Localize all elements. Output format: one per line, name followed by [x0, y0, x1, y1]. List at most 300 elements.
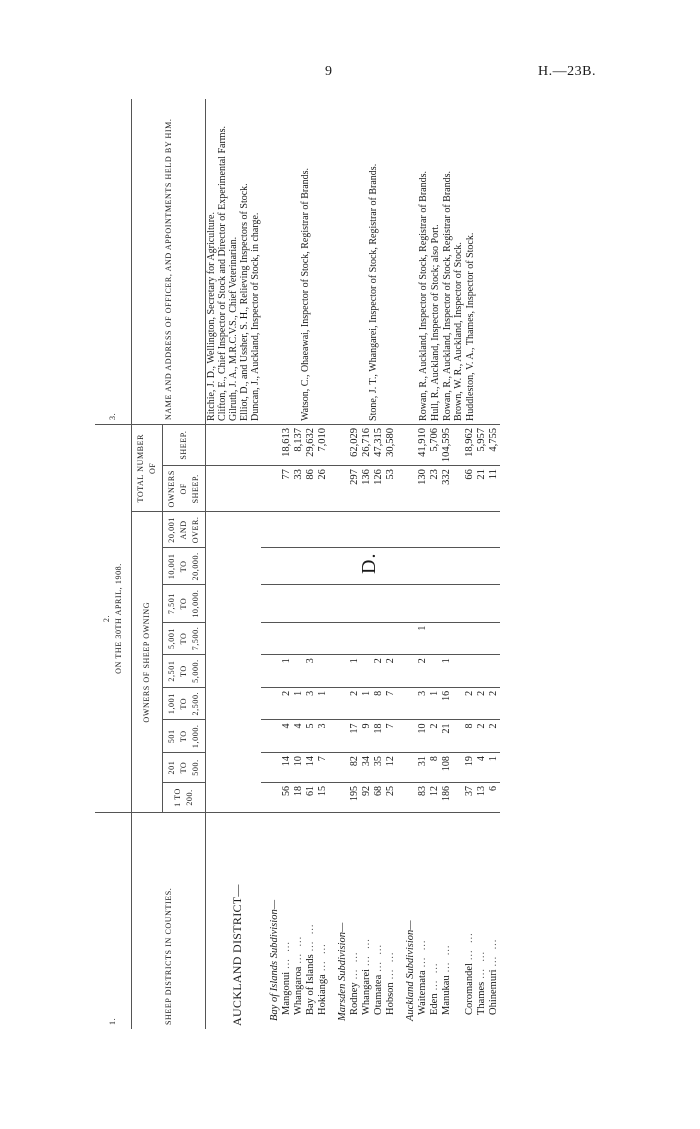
owner-count-cell: 82 [349, 753, 361, 783]
owner-count-cell: 195 [349, 783, 361, 813]
owner-count-cell [317, 548, 329, 585]
county-row [281, 99, 293, 1029]
owner-count-cell [417, 548, 429, 585]
leader-dots: … … [317, 941, 328, 972]
owner-count-cell: 3 [305, 655, 317, 688]
county-row [349, 99, 361, 1029]
owner-count-cell: 2 [476, 720, 488, 753]
owner-count-cell: 14 [305, 753, 317, 783]
empty-cell [269, 783, 281, 813]
empty-cell [405, 512, 417, 548]
owner-count-cell: 1 [361, 687, 373, 720]
officer-cell: Huddleston, V. A., Thames, Inspector of Stock. [464, 232, 476, 421]
owner-count-cell [349, 622, 361, 655]
page-number: 9 [325, 64, 332, 79]
owner-count-cell [476, 585, 488, 622]
owner-count-cell: 1 [293, 687, 305, 720]
county-cell [441, 812, 453, 1029]
owner-count-cell: 3 [317, 720, 329, 753]
owner-count-cell [464, 655, 476, 688]
empty-cell [405, 720, 417, 753]
sheep-total-cell: 7,010 [317, 424, 329, 465]
owner-count-cell [373, 585, 385, 622]
owner-count-cell [361, 512, 373, 548]
subdivision-row [269, 99, 281, 1029]
officer-cell [488, 99, 500, 424]
leader-dots: … … [476, 949, 487, 980]
officer-cell: Rowan, R., Auckland, Inspector of Stock, Registrar of Brands. [417, 171, 429, 421]
owner-count-cell: 83 [417, 783, 429, 813]
owner-count-cell: 1 [429, 687, 441, 720]
owner-count-cell: 8 [373, 687, 385, 720]
owner-count-cell [317, 622, 329, 655]
owners-total-cell: 332 [441, 466, 453, 512]
spacer-row [397, 99, 405, 1029]
owner-count-cell [385, 622, 397, 655]
owner-count-cell [385, 585, 397, 622]
owner-count-cell: 2 [281, 687, 293, 720]
range-heading: 10,001 TO 20,000. [163, 548, 206, 585]
owner-count-cell [361, 655, 373, 688]
owner-count-cell [305, 622, 317, 655]
empty-cell [337, 687, 349, 720]
owner-count-cell: 4 [293, 720, 305, 753]
county-cell [488, 812, 500, 1029]
owner-count-cell [488, 622, 500, 655]
owner-count-cell: 34 [361, 753, 373, 783]
owner-count-cell [361, 548, 373, 585]
empty-cell [337, 783, 349, 813]
county-cell [349, 812, 361, 1029]
officer-cell: Brown, W. R., Auckland, Inspector of Stock. [453, 242, 464, 421]
empty-cell [269, 99, 281, 424]
owner-count-cell [453, 753, 464, 783]
owner-count-cell [417, 512, 429, 548]
owner-count-cell: 68 [373, 783, 385, 813]
empty-cell [337, 622, 349, 655]
owner-count-cell [453, 512, 464, 548]
sheep-total-cell: 41,910 [417, 424, 429, 465]
county-cell [417, 812, 429, 1029]
county-row [453, 99, 464, 1029]
leader-dots: … … [488, 937, 499, 967]
owner-count-cell [305, 585, 317, 622]
leader-dots: … … [385, 950, 396, 980]
sheep-total-cell: 18,613 [281, 424, 293, 465]
owner-count-cell: 2 [488, 687, 500, 720]
empty-cell [269, 720, 281, 753]
leader-dots: … … [281, 939, 292, 970]
county-cell [361, 812, 373, 1029]
district-row [206, 99, 262, 1029]
owner-count-cell: 18 [373, 720, 385, 753]
owner-count-cell [429, 655, 441, 688]
owners-total-cell: 130 [417, 466, 429, 512]
county-row [464, 99, 476, 1029]
owner-count-cell [293, 548, 305, 585]
county-cell [373, 812, 385, 1029]
leader-dots: … … [429, 961, 440, 991]
county-row [476, 99, 488, 1029]
spacer-row [261, 99, 269, 1029]
empty-cell [405, 753, 417, 783]
sheep-total-cell: 62,029 [349, 424, 361, 465]
county-name: Whangaroa [293, 966, 304, 1015]
column-2-number-text: 2. [102, 614, 111, 623]
empty-cell [405, 466, 417, 512]
empty-cell [405, 622, 417, 655]
owner-count-cell [293, 655, 305, 688]
empty-cell [269, 622, 281, 655]
empty-cell [269, 424, 281, 465]
sheep-total-cell: 5,706 [429, 424, 441, 465]
owner-count-cell [453, 687, 464, 720]
officer-line: Duncan, J., Auckland, Inspector of Stock, in charge. [250, 212, 261, 421]
owners-total-cell: 21 [476, 466, 488, 512]
county-row [429, 99, 441, 1029]
owner-count-cell [293, 512, 305, 548]
range-heading: 20,001 AND OVER. [163, 512, 206, 548]
owner-count-cell [464, 512, 476, 548]
owner-count-cell [417, 585, 429, 622]
sheep-total-cell: 104,595 [441, 424, 453, 465]
empty-cell [337, 512, 349, 548]
owner-count-cell [453, 585, 464, 622]
owner-count-cell: 2 [464, 687, 476, 720]
owner-count-cell [429, 512, 441, 548]
owner-count-cell [429, 622, 441, 655]
owner-count-cell: 7 [385, 720, 397, 753]
county-name: Rodney [349, 982, 360, 1015]
sheep-owners-table [95, 99, 500, 1029]
sheep-total-cell: 18,962 [464, 424, 476, 465]
subdivision-name: Auckland Subdivision— [405, 812, 417, 1029]
owner-count-cell: 186 [441, 783, 453, 813]
officer-cell: Rowan, R., Auckland, Inspector of Stock, Registrar of Brands. [441, 171, 453, 421]
column-2-number [95, 424, 132, 812]
owner-count-cell: 18 [293, 783, 305, 813]
owner-count-cell: 37 [464, 783, 476, 813]
sheep-total-cell [453, 424, 464, 465]
column-3-title: NAME AND ADDRESS OF OFFICER, AND APPOINTMENTS HELD BY HIM. [163, 118, 173, 420]
county-name: Manukau [441, 975, 452, 1015]
owner-count-cell [281, 622, 293, 655]
owner-count-cell: 21 [441, 720, 453, 753]
empty-cell [206, 424, 262, 465]
owner-count-cell [349, 548, 361, 585]
leader-dots: … … [305, 922, 316, 952]
empty-cell [337, 99, 349, 424]
owner-count-cell: 1 [441, 655, 453, 688]
owner-count-cell: 17 [349, 720, 361, 753]
owner-count-cell: 15 [317, 783, 329, 813]
sheep-total-cell: 26,716 [361, 424, 373, 465]
owner-count-cell [305, 548, 317, 585]
owner-count-cell: 2 [349, 687, 361, 720]
empty-cells [206, 512, 262, 812]
subdivision-row [405, 99, 417, 1029]
spacer-row [329, 99, 337, 1029]
table-body [206, 99, 501, 1029]
empty-cell [405, 585, 417, 622]
owner-count-cell: 35 [373, 753, 385, 783]
owner-count-cell: 3 [305, 687, 317, 720]
owner-count-cell [373, 622, 385, 655]
owners-total-cell: 136 [361, 466, 373, 512]
county-name: Hokianga [317, 974, 328, 1015]
owner-count-cell: 19 [464, 753, 476, 783]
owner-count-cell [281, 512, 293, 548]
owner-count-cell [488, 548, 500, 585]
owner-count-cell: 3 [417, 687, 429, 720]
range-heading: 201 TO 500. [163, 753, 206, 783]
owner-count-cell: 1 [349, 655, 361, 688]
owner-count-cell [361, 585, 373, 622]
county-name: Hobson [385, 982, 396, 1015]
owner-count-cell [281, 585, 293, 622]
owner-count-cell: 10 [417, 720, 429, 753]
column-number-row [95, 99, 132, 1029]
owner-count-cell [361, 622, 373, 655]
officer-line: Elliot, D., and Ussher, S. H., Relieving Inspectors of Stock. [239, 183, 250, 421]
empty-cell [206, 466, 262, 512]
owners-total-cell: 86 [305, 466, 317, 512]
total-heading: TOTAL NUMBER OF [132, 424, 163, 512]
owners-of-sheep-heading: OWNERS OF SHEEP. [163, 466, 206, 512]
empty-cell [405, 783, 417, 813]
owner-count-cell [441, 622, 453, 655]
owner-count-cell [293, 622, 305, 655]
column-1-number: 1. [95, 812, 132, 1029]
column-3-number: 3. [108, 412, 117, 420]
owner-count-cell: 2 [488, 720, 500, 753]
owner-count-cell [453, 783, 464, 813]
owner-count-cell [317, 512, 329, 548]
county-cell [429, 812, 441, 1029]
owner-count-cell [373, 512, 385, 548]
owner-count-cell [476, 622, 488, 655]
leader-dots: … … [293, 934, 304, 964]
empty-cell [337, 655, 349, 688]
owner-count-cell [441, 512, 453, 548]
officer-line: Ritchie, J. D., Wellington, Secretary for Agriculture. [206, 212, 217, 421]
owner-count-cell: 7 [385, 687, 397, 720]
owner-count-cell [373, 548, 385, 585]
owners-heading: OWNERS OF SHEEP OWNING [132, 512, 163, 812]
owner-count-cell: 12 [385, 753, 397, 783]
county-row [441, 99, 453, 1029]
owner-count-cell: 7 [317, 753, 329, 783]
owner-count-cell: 14 [281, 753, 293, 783]
owner-count-cell [464, 548, 476, 585]
owner-count-cell [429, 548, 441, 585]
empty-cell [337, 720, 349, 753]
owner-count-cell [453, 548, 464, 585]
owner-count-cell: 61 [305, 783, 317, 813]
empty-cell [269, 466, 281, 512]
sheep-heading: SHEEP. [163, 424, 206, 465]
owners-total-cell: 23 [429, 466, 441, 512]
owner-count-cell: 6 [488, 783, 500, 813]
owner-count-cell: 1 [488, 753, 500, 783]
leader-dots: … … [441, 943, 452, 973]
owner-count-cell [464, 622, 476, 655]
leader-dots: … … [464, 930, 475, 961]
owner-count-cell: 2 [385, 655, 397, 688]
county-cell [293, 812, 305, 1029]
officer-line: Clifton, E., Chief Inspector of Stock and Director of Experimental Farms. [217, 126, 228, 421]
owner-count-cell: 8 [464, 720, 476, 753]
owner-count-cell [385, 512, 397, 548]
owner-count-cell: 56 [281, 783, 293, 813]
owner-count-cell [293, 585, 305, 622]
range-heading: 5,001 TO 7,500. [163, 622, 206, 655]
county-row [417, 99, 429, 1029]
owner-count-cell: 16 [441, 687, 453, 720]
range-heading: 1,001 TO 2,500. [163, 687, 206, 720]
range-heading: 1 TO 200. [163, 783, 206, 813]
county-name: Mangonui [281, 971, 292, 1015]
empty-cell [269, 548, 281, 585]
owner-count-cell: 1 [317, 687, 329, 720]
range-heading: 501 TO 1,000. [163, 720, 206, 753]
range-heading: 2,501 TO 5,000. [163, 655, 206, 688]
owners-total-cell: 33 [293, 466, 305, 512]
owners-total-cell: 297 [349, 466, 361, 512]
empty-cell [337, 585, 349, 622]
county-name: Bay of Islands [305, 954, 316, 1015]
county-row [488, 99, 500, 1029]
county-name: Eden [429, 993, 440, 1015]
sheep-total-cell: 5,957 [476, 424, 488, 465]
owner-count-cell [476, 548, 488, 585]
owner-count-cell [476, 655, 488, 688]
subdivision-name: Bay of Islands Subdivision— [269, 812, 281, 1029]
owner-count-cell: 1 [281, 655, 293, 688]
page-reference: H.—23B. [538, 64, 596, 79]
owner-count-cell [349, 585, 361, 622]
owners-total-cell: 53 [385, 466, 397, 512]
owner-count-cell [281, 548, 293, 585]
range-heading: 7,501 TO 10,000. [163, 585, 206, 622]
owner-count-cell [385, 548, 397, 585]
sheep-total-cell: 29,632 [305, 424, 317, 465]
owners-total-cell: 66 [464, 466, 476, 512]
county-name: Coromandel [464, 963, 475, 1015]
district-officers [206, 99, 262, 424]
empty-cell [269, 585, 281, 622]
owner-count-cell: 2 [476, 687, 488, 720]
county-cell [385, 812, 397, 1029]
owner-count-cell: 2 [429, 720, 441, 753]
owner-count-cell [441, 548, 453, 585]
county-name: Otamatea [373, 974, 384, 1015]
owner-count-cell [453, 720, 464, 753]
officer-cell [476, 99, 488, 424]
owner-count-cell: 12 [429, 783, 441, 813]
county-cell [281, 812, 293, 1029]
district-name: AUCKLAND DISTRICT— [206, 812, 262, 1029]
owner-count-cell: 4 [281, 720, 293, 753]
owner-count-cell [317, 655, 329, 688]
county-cell [305, 812, 317, 1029]
owner-count-cell [429, 585, 441, 622]
column-1-title: SHEEP DISTRICTS IN COUNTIES. [132, 812, 206, 1029]
owners-total-cell [453, 466, 464, 512]
empty-cell [269, 655, 281, 688]
owner-count-cell [305, 512, 317, 548]
owner-count-cell: 25 [385, 783, 397, 813]
owner-count-cell [488, 655, 500, 688]
owner-count-cell: 92 [361, 783, 373, 813]
owner-count-cell [453, 622, 464, 655]
column-2-title: ON THE 30TH APRIL, 1908. [114, 563, 123, 674]
empty-cell [405, 548, 417, 585]
owner-count-cell [476, 512, 488, 548]
owner-count-cell: 108 [441, 753, 453, 783]
owner-count-cell: 31 [417, 753, 429, 783]
sheep-total-cell: 30,580 [385, 424, 397, 465]
leader-dots: … … [361, 936, 372, 967]
owner-count-cell [488, 585, 500, 622]
officer-cell: Hull, R., Auckland, Inspector of Stock; also Port. [429, 224, 441, 421]
owner-count-cell: 2 [373, 655, 385, 688]
county-cell [476, 812, 488, 1029]
empty-cell [337, 548, 349, 585]
empty-cell [269, 687, 281, 720]
empty-cell [405, 99, 417, 424]
column-heading-row [132, 99, 163, 1029]
officer-cell: Stone, J. T., Whangarei, Inspector of Stock, Registrar of Brands. [367, 163, 379, 421]
empty-cell [405, 424, 417, 465]
leader-dots: … … [373, 942, 384, 973]
subdivision-row [337, 99, 349, 1029]
owner-count-cell: 4 [476, 753, 488, 783]
leader-dots: … … [349, 950, 360, 980]
subdivision-name: Marsden Subdivision— [337, 812, 349, 1029]
sheep-total-cell: 4,755 [488, 424, 500, 465]
county-name: Thames [476, 981, 487, 1015]
empty-cell [337, 424, 349, 465]
owner-count-cell [349, 512, 361, 548]
section-heading: D. [358, 552, 380, 574]
owner-count-cell: 5 [305, 720, 317, 753]
owners-total-cell: 126 [373, 466, 385, 512]
empty-cell [269, 512, 281, 548]
owners-total-cell: 77 [281, 466, 293, 512]
owner-count-cell [488, 512, 500, 548]
county-cell [464, 812, 476, 1029]
sheep-total-cell: 47,315 [373, 424, 385, 465]
owner-count-cell: 13 [476, 783, 488, 813]
county-name: Ohinemuri [488, 969, 499, 1015]
owner-count-cell: 8 [429, 753, 441, 783]
county-name: Whangarei [361, 968, 372, 1015]
owner-count-cell: 10 [293, 753, 305, 783]
owner-count-cell: 1 [417, 622, 429, 655]
empty-cell [405, 655, 417, 688]
county-name: Waitemata [417, 970, 428, 1015]
owner-count-cell [453, 655, 464, 688]
county-cell [453, 812, 464, 1029]
owners-total-cell: 11 [488, 466, 500, 512]
county-cell [317, 812, 329, 1029]
empty-cell [269, 753, 281, 783]
sheep-total-cell: 8,137 [293, 424, 305, 465]
owner-count-cell: 9 [361, 720, 373, 753]
empty-cell [405, 687, 417, 720]
owner-count-cell: 2 [417, 655, 429, 688]
